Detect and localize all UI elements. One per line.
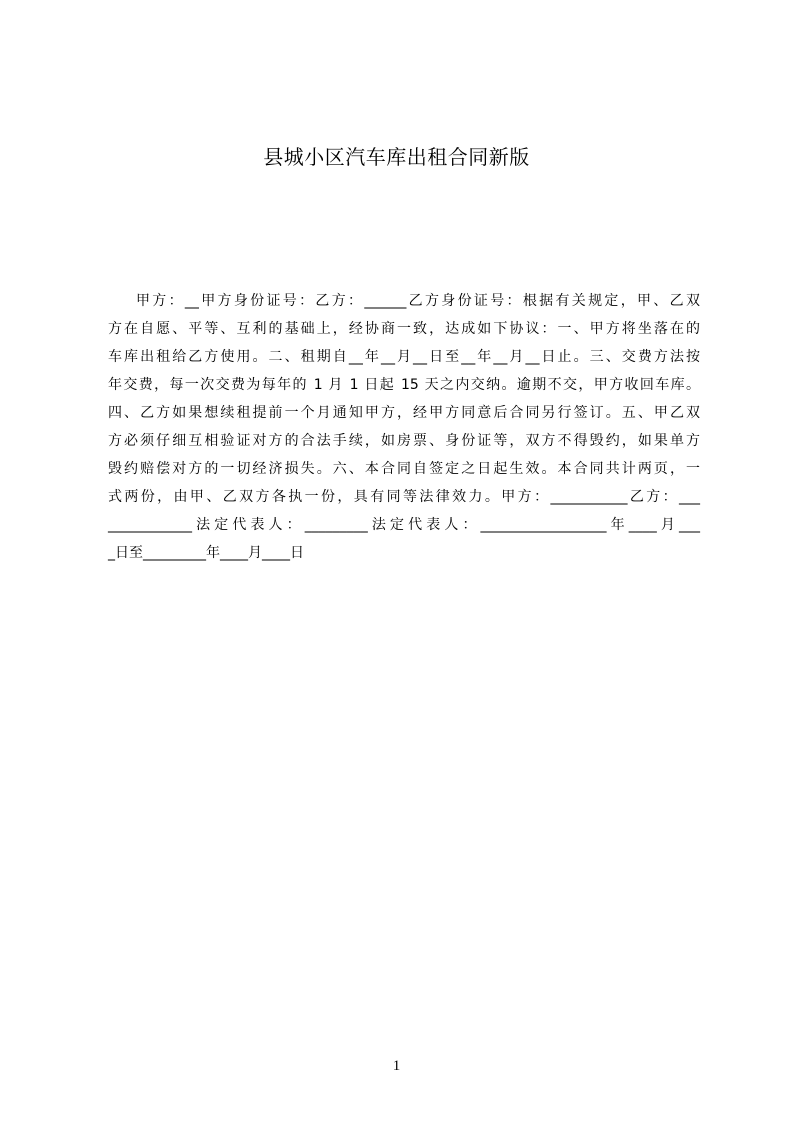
body-line-6: 方必须仔细互相验证对方的合法手续，如房票、身份证等，双方不得毁约，如果单方	[108, 433, 700, 449]
contract-body	[108, 287, 700, 567]
body-line-10: _日至_________年____月____日	[108, 545, 304, 561]
body-line-8: 式两份，由甲、乙双方各执一份，具有同等法律效力。甲方：___________乙方：___	[108, 489, 700, 505]
body-line-9: ____________法定代表人：_________法定代表人：__________________年____月___	[108, 517, 700, 533]
body-line-3: 车库出租给乙方使用。二、租期自__年__月__日至__年__月__日止。三、交费方法按	[108, 349, 700, 365]
body-line-1: 甲方：__甲方身份证号：乙方：______乙方身份证号：根据有关规定，甲、乙双	[136, 293, 700, 309]
body-line-5: 四、乙方如果想续租提前一个月通知甲方，经甲方同意后合同另行签订。五、甲乙双	[108, 405, 700, 421]
body-line-7: 毁约赔偿对方的一切经济损失。六、本合同自签定之日起生效。本合同共计两页，一	[108, 461, 700, 477]
body-line-2: 方在自愿、平等、互利的基础上，经协商一致，达成如下协议：一、甲方将坐落在的	[108, 321, 700, 337]
page-number: 1	[392, 1058, 401, 1074]
document-title: 县城小区汽车库出租合同新版	[263, 145, 530, 169]
body-line-4: 年交费，每一次交费为每年的 1 月 1 日起 15 天之内交纳。逾期不交，甲方收回车库。	[108, 377, 700, 393]
